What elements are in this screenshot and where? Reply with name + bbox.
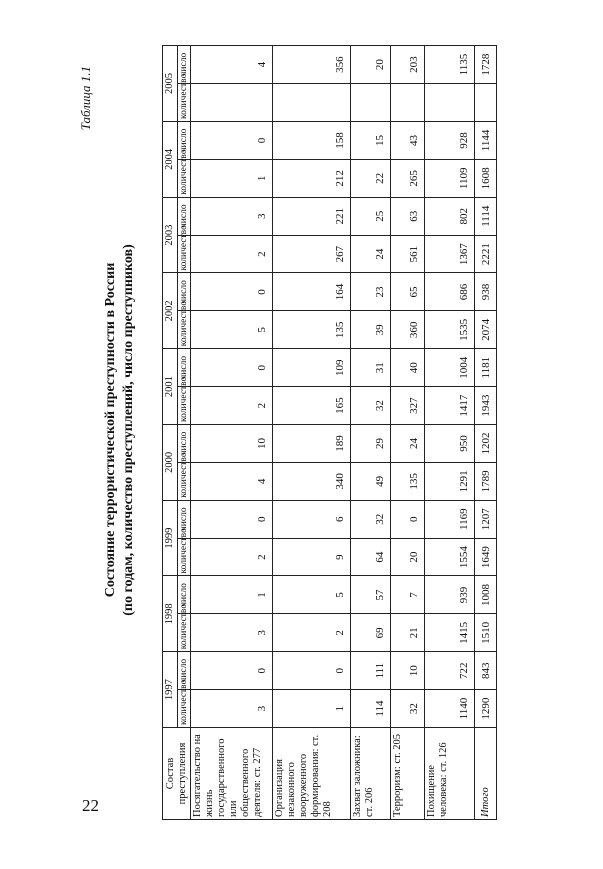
value-cell: 5 xyxy=(191,311,273,349)
subheader-row xyxy=(178,46,191,820)
subheader-count: количество xyxy=(178,538,191,576)
table-label: Таблица 1.1 xyxy=(78,66,93,131)
value-cell: 40 xyxy=(391,349,425,387)
table-row xyxy=(391,46,425,820)
col-header-crime: Состав преступления xyxy=(163,728,191,820)
value-cell: 1169 xyxy=(425,500,475,538)
value-cell: 265 xyxy=(391,159,425,197)
value-cell: 1728 xyxy=(475,46,497,84)
subheader-count: количество xyxy=(178,311,191,349)
value-cell: 111 xyxy=(351,652,391,690)
table-row xyxy=(191,46,273,820)
value-cell: 0 xyxy=(191,273,273,311)
table-title: Состояние террористической преступности в России xyxy=(103,262,118,598)
value-cell: 1008 xyxy=(475,576,497,614)
value-cell: 6 xyxy=(273,500,351,538)
value-cell: 10 xyxy=(191,425,273,463)
value-cell: 39 xyxy=(351,311,391,349)
value-cell: 1943 xyxy=(475,387,497,425)
value-cell: 2 xyxy=(191,387,273,425)
year-header: 2004 xyxy=(163,122,178,198)
value-cell: 32 xyxy=(351,387,391,425)
year-header: 1997 xyxy=(163,652,178,728)
value-cell: 1207 xyxy=(475,500,497,538)
value-cell: 0 xyxy=(191,652,273,690)
value-cell: 63 xyxy=(391,197,425,235)
value-cell: 57 xyxy=(351,576,391,614)
subheader-number: число xyxy=(178,500,191,538)
value-cell: 802 xyxy=(425,197,475,235)
value-cell: 3 xyxy=(191,690,273,728)
value-cell: 1 xyxy=(273,690,351,728)
value-cell: 928 xyxy=(425,122,475,160)
value-cell: 1290 xyxy=(475,690,497,728)
row-crime-name: Организация незаконного вооруженного формирования: ст. 208 xyxy=(273,728,351,820)
value-cell: 64 xyxy=(351,538,391,576)
value-cell: 722 xyxy=(425,652,475,690)
value-cell: 43 xyxy=(391,122,425,160)
value-cell: 1 xyxy=(191,576,273,614)
page-number: 22 xyxy=(82,796,99,815)
value-cell: 1415 xyxy=(425,614,475,652)
value-cell: 4 xyxy=(191,462,273,500)
value-cell: 203 xyxy=(391,46,425,84)
subheader-number: число xyxy=(178,46,191,84)
subheader-number: число xyxy=(178,576,191,614)
value-cell: 267 xyxy=(273,235,351,273)
value-cell: 4 xyxy=(191,46,273,84)
value-cell: 938 xyxy=(475,273,497,311)
value-cell: 164 xyxy=(273,273,351,311)
value-cell: 843 xyxy=(475,652,497,690)
value-cell: 114 xyxy=(351,690,391,728)
year-header: 2001 xyxy=(163,349,178,425)
subheader-count: количество xyxy=(178,387,191,425)
value-cell: 1535 xyxy=(425,311,475,349)
year-header: 1999 xyxy=(163,500,178,576)
row-crime-name: Захват заложника: ст. 206 xyxy=(351,728,391,820)
value-cell: 1649 xyxy=(475,538,497,576)
value-cell: 950 xyxy=(425,425,475,463)
subheader-number: число xyxy=(178,349,191,387)
value-cell: 1608 xyxy=(475,159,497,197)
subheader-number: число xyxy=(178,425,191,463)
value-cell xyxy=(475,84,497,122)
value-cell: 939 xyxy=(425,576,475,614)
value-cell: 2221 xyxy=(475,235,497,273)
value-cell: 1109 xyxy=(425,159,475,197)
value-cell xyxy=(273,84,351,122)
value-cell: 1417 xyxy=(425,387,475,425)
value-cell: 1554 xyxy=(425,538,475,576)
table-row xyxy=(351,46,391,820)
value-cell: 20 xyxy=(351,46,391,84)
year-header-row xyxy=(163,46,178,820)
value-cell: 561 xyxy=(391,235,425,273)
value-cell: 1135 xyxy=(425,46,475,84)
rotated-page-content xyxy=(70,30,530,830)
total-row xyxy=(475,46,497,820)
value-cell: 109 xyxy=(273,349,351,387)
subheader-count: количество xyxy=(178,84,191,122)
table-body xyxy=(191,46,497,820)
value-cell: 10 xyxy=(391,652,425,690)
value-cell: 24 xyxy=(391,425,425,463)
value-cell: 1789 xyxy=(475,462,497,500)
subheader-number: число xyxy=(178,197,191,235)
value-cell xyxy=(191,84,273,122)
value-cell: 9 xyxy=(273,538,351,576)
value-cell: 360 xyxy=(391,311,425,349)
value-cell: 1 xyxy=(191,159,273,197)
value-cell: 49 xyxy=(351,462,391,500)
table-row xyxy=(425,46,475,820)
subheader-count: количество xyxy=(178,614,191,652)
value-cell: 0 xyxy=(191,500,273,538)
value-cell: 2 xyxy=(191,235,273,273)
value-cell: 2074 xyxy=(475,311,497,349)
value-cell: 1510 xyxy=(475,614,497,652)
value-cell: 1202 xyxy=(475,425,497,463)
value-cell: 1004 xyxy=(425,349,475,387)
value-cell: 221 xyxy=(273,197,351,235)
value-cell: 356 xyxy=(273,46,351,84)
value-cell: 21 xyxy=(391,614,425,652)
value-cell: 25 xyxy=(351,197,391,235)
row-crime-name: Итого xyxy=(475,728,497,820)
value-cell: 29 xyxy=(351,425,391,463)
table-subtitle: (по годам, количество преступлений, число преступников) xyxy=(121,244,136,616)
value-cell: 1181 xyxy=(475,349,497,387)
value-cell: 5 xyxy=(273,576,351,614)
value-cell: 0 xyxy=(391,500,425,538)
value-cell: 158 xyxy=(273,122,351,160)
value-cell: 1144 xyxy=(475,122,497,160)
value-cell: 212 xyxy=(273,159,351,197)
value-cell: 0 xyxy=(191,349,273,387)
value-cell: 69 xyxy=(351,614,391,652)
value-cell: 2 xyxy=(191,538,273,576)
subheader-number: число xyxy=(178,122,191,160)
value-cell: 22 xyxy=(351,159,391,197)
subheader-count: количество xyxy=(178,462,191,500)
value-cell: 32 xyxy=(351,500,391,538)
value-cell: 1367 xyxy=(425,235,475,273)
row-crime-name: Посягательство на жизнь государственного или общественного деятеля: ст. 277 xyxy=(191,728,273,820)
subheader-count: количество xyxy=(178,235,191,273)
table-row xyxy=(273,46,351,820)
year-header: 1998 xyxy=(163,576,178,652)
value-cell: 165 xyxy=(273,387,351,425)
row-crime-name: Терроризм: ст. 205 xyxy=(391,728,425,820)
value-cell: 686 xyxy=(425,273,475,311)
value-cell: 7 xyxy=(391,576,425,614)
value-cell: 20 xyxy=(391,538,425,576)
value-cell: 135 xyxy=(273,311,351,349)
subheader-count: количество xyxy=(178,159,191,197)
value-cell: 3 xyxy=(191,197,273,235)
subheader-number: число xyxy=(178,273,191,311)
value-cell xyxy=(425,84,475,122)
year-header: 2000 xyxy=(163,425,178,501)
value-cell: 1114 xyxy=(475,197,497,235)
value-cell: 0 xyxy=(191,122,273,160)
value-cell: 2 xyxy=(273,614,351,652)
row-crime-name: Похищение человека: ст. 126 xyxy=(425,728,475,820)
value-cell: 0 xyxy=(273,652,351,690)
value-cell xyxy=(351,84,391,122)
year-header: 2003 xyxy=(163,197,178,273)
subheader-count: количество xyxy=(178,690,191,728)
value-cell: 32 xyxy=(391,690,425,728)
value-cell: 1291 xyxy=(425,462,475,500)
value-cell: 23 xyxy=(351,273,391,311)
value-cell: 3 xyxy=(191,614,273,652)
value-cell: 340 xyxy=(273,462,351,500)
subheader-number: число xyxy=(178,652,191,690)
value-cell xyxy=(391,84,425,122)
value-cell: 135 xyxy=(391,462,425,500)
crime-table xyxy=(162,45,497,820)
value-cell: 189 xyxy=(273,425,351,463)
value-cell: 24 xyxy=(351,235,391,273)
value-cell: 327 xyxy=(391,387,425,425)
year-header: 2002 xyxy=(163,273,178,349)
value-cell: 1140 xyxy=(425,690,475,728)
value-cell: 31 xyxy=(351,349,391,387)
value-cell: 65 xyxy=(391,273,425,311)
year-header: 2005 xyxy=(163,46,178,122)
value-cell: 15 xyxy=(351,122,391,160)
